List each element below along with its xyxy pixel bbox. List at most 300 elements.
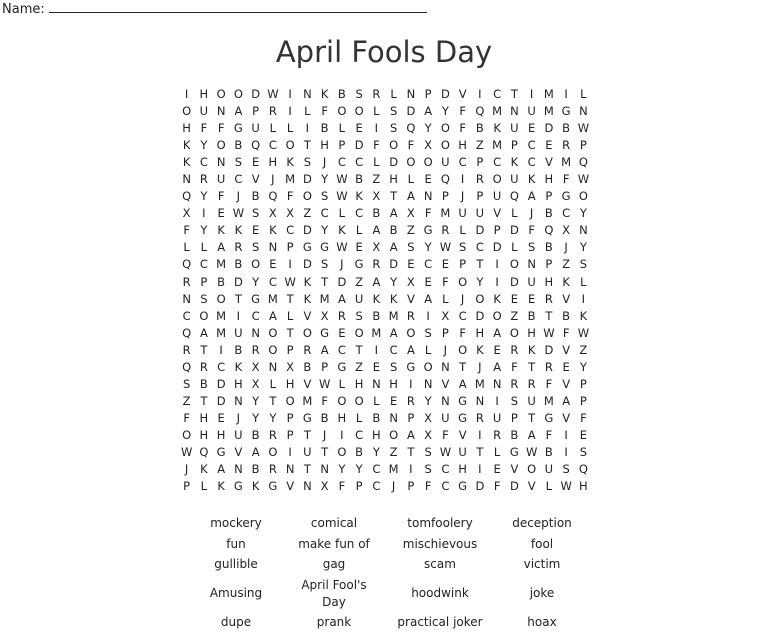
- grid-letter[interactable]: G: [561, 104, 571, 119]
- grid-letter[interactable]: O: [406, 325, 416, 340]
- grid-letter[interactable]: N: [389, 410, 398, 425]
- grid-letter[interactable]: K: [338, 223, 346, 238]
- grid-letter[interactable]: R: [475, 172, 484, 187]
- grid-letter[interactable]: O: [251, 257, 261, 272]
- grid-letter[interactable]: L: [355, 410, 363, 425]
- grid-letter[interactable]: D: [475, 479, 485, 494]
- grid-letter[interactable]: I: [409, 462, 413, 477]
- grid-letter[interactable]: E: [407, 257, 415, 272]
- grid-letter[interactable]: O: [216, 291, 226, 306]
- grid-letter[interactable]: O: [233, 87, 243, 101]
- grid-letter[interactable]: U: [475, 206, 485, 221]
- grid-letter[interactable]: O: [389, 427, 399, 442]
- grid-letter[interactable]: O: [302, 325, 312, 340]
- grid-letter[interactable]: F: [183, 223, 190, 238]
- grid-letter[interactable]: B: [372, 308, 381, 323]
- grid-letter[interactable]: E: [441, 257, 450, 272]
- grid-letter[interactable]: N: [372, 376, 381, 391]
- grid-letter[interactable]: Y: [579, 359, 587, 374]
- grid-letter[interactable]: H: [199, 410, 209, 425]
- grid-letter[interactable]: A: [372, 223, 381, 238]
- grid-letter[interactable]: H: [389, 172, 398, 187]
- grid-letter[interactable]: X: [251, 376, 260, 391]
- grid-letter[interactable]: H: [458, 138, 467, 153]
- grid-letter[interactable]: Y: [390, 274, 398, 289]
- grid-letter[interactable]: F: [459, 121, 466, 136]
- grid-letter[interactable]: K: [527, 342, 536, 357]
- grid-letter[interactable]: J: [236, 189, 241, 204]
- grid-letter[interactable]: O: [389, 138, 399, 153]
- grid-letter[interactable]: U: [441, 410, 450, 425]
- grid-letter[interactable]: E: [251, 223, 260, 238]
- grid-letter[interactable]: L: [269, 121, 277, 136]
- grid-letter[interactable]: I: [288, 444, 292, 459]
- grid-letter[interactable]: G: [458, 410, 468, 425]
- grid-letter[interactable]: A: [406, 342, 415, 357]
- grid-letter[interactable]: G: [320, 240, 330, 255]
- grid-letter[interactable]: A: [458, 376, 467, 391]
- grid-letter[interactable]: U: [458, 444, 467, 459]
- grid-letter[interactable]: C: [234, 172, 243, 187]
- grid-letter[interactable]: J: [236, 410, 241, 425]
- grid-letter[interactable]: L: [286, 121, 294, 136]
- grid-letter[interactable]: S: [251, 240, 260, 255]
- grid-letter[interactable]: K: [493, 121, 501, 136]
- grid-letter[interactable]: O: [458, 274, 468, 289]
- grid-letter[interactable]: N: [182, 172, 191, 187]
- grid-letter[interactable]: I: [564, 87, 568, 101]
- grid-letter[interactable]: Q: [182, 359, 192, 374]
- grid-letter[interactable]: R: [268, 427, 277, 442]
- grid-letter[interactable]: H: [199, 427, 209, 442]
- grid-letter[interactable]: G: [251, 291, 261, 306]
- grid-letter[interactable]: T: [407, 444, 415, 459]
- grid-letter[interactable]: F: [217, 189, 225, 204]
- grid-letter[interactable]: X: [286, 206, 295, 221]
- grid-letter[interactable]: P: [286, 410, 294, 425]
- grid-letter[interactable]: L: [545, 479, 553, 494]
- grid-letter[interactable]: D: [389, 257, 399, 272]
- grid-letter[interactable]: P: [183, 479, 191, 494]
- grid-letter[interactable]: S: [355, 87, 363, 101]
- grid-letter[interactable]: Z: [475, 138, 484, 153]
- grid-letter[interactable]: V: [303, 308, 312, 323]
- grid-letter[interactable]: Y: [424, 240, 432, 255]
- grid-letter[interactable]: I: [581, 291, 586, 306]
- grid-letter[interactable]: I: [374, 342, 379, 357]
- grid-letter[interactable]: A: [217, 462, 226, 477]
- grid-letter[interactable]: L: [390, 87, 397, 101]
- grid-letter[interactable]: G: [302, 410, 312, 425]
- grid-letter[interactable]: Y: [252, 393, 260, 408]
- grid-letter[interactable]: L: [338, 121, 346, 136]
- grid-letter[interactable]: R: [475, 410, 484, 425]
- grid-letter[interactable]: I: [495, 393, 499, 408]
- grid-letter[interactable]: Q: [182, 325, 192, 340]
- grid-letter[interactable]: K: [217, 223, 225, 238]
- grid-letter[interactable]: V: [406, 291, 415, 306]
- grid-letter[interactable]: E: [269, 257, 277, 272]
- grid-letter[interactable]: V: [562, 291, 571, 306]
- grid-letter[interactable]: N: [527, 257, 536, 272]
- grid-letter[interactable]: K: [200, 462, 208, 477]
- grid-letter[interactable]: Q: [578, 462, 588, 477]
- grid-letter[interactable]: F: [407, 138, 415, 153]
- grid-letter[interactable]: V: [493, 206, 502, 221]
- grid-letter[interactable]: Y: [200, 223, 208, 238]
- grid-letter[interactable]: A: [527, 189, 536, 204]
- grid-letter[interactable]: Z: [510, 308, 519, 323]
- grid-letter[interactable]: O: [406, 155, 416, 170]
- grid-letter[interactable]: X: [268, 206, 277, 221]
- grid-letter[interactable]: O: [216, 87, 226, 101]
- grid-letter[interactable]: W: [543, 325, 555, 340]
- grid-letter[interactable]: J: [184, 462, 189, 477]
- grid-letter[interactable]: U: [354, 291, 364, 306]
- grid-letter[interactable]: T: [286, 325, 294, 340]
- grid-letter[interactable]: I: [184, 87, 189, 101]
- grid-letter[interactable]: L: [200, 479, 208, 494]
- grid-letter[interactable]: P: [338, 138, 346, 153]
- grid-letter[interactable]: A: [389, 325, 398, 340]
- grid-letter[interactable]: F: [442, 427, 449, 442]
- grid-letter[interactable]: Q: [406, 121, 416, 136]
- grid-letter[interactable]: W: [267, 87, 279, 101]
- grid-letter[interactable]: C: [337, 155, 346, 170]
- grid-letter[interactable]: N: [234, 462, 243, 477]
- grid-letter[interactable]: A: [406, 427, 415, 442]
- grid-letter[interactable]: V: [562, 376, 571, 391]
- grid-letter[interactable]: N: [579, 104, 588, 119]
- grid-letter[interactable]: V: [234, 444, 243, 459]
- grid-letter[interactable]: L: [373, 155, 380, 170]
- grid-letter[interactable]: F: [217, 121, 225, 136]
- grid-letter[interactable]: F: [321, 104, 328, 119]
- grid-letter[interactable]: L: [304, 104, 311, 119]
- grid-letter[interactable]: E: [545, 138, 553, 153]
- grid-letter[interactable]: E: [355, 240, 363, 255]
- grid-letter[interactable]: V: [510, 462, 519, 477]
- grid-letter[interactable]: I: [460, 172, 465, 187]
- grid-letter[interactable]: B: [251, 189, 260, 204]
- grid-letter[interactable]: I: [202, 206, 206, 221]
- grid-letter[interactable]: R: [268, 104, 277, 119]
- grid-letter[interactable]: A: [268, 308, 277, 323]
- grid-letter[interactable]: T: [321, 274, 329, 289]
- grid-letter[interactable]: M: [474, 376, 485, 391]
- grid-letter[interactable]: T: [355, 342, 363, 357]
- grid-letter[interactable]: S: [424, 462, 432, 477]
- grid-letter[interactable]: F: [321, 393, 328, 408]
- grid-letter[interactable]: C: [355, 206, 364, 221]
- grid-letter[interactable]: M: [561, 155, 572, 170]
- grid-letter[interactable]: B: [320, 121, 329, 136]
- grid-letter[interactable]: Y: [252, 410, 260, 425]
- grid-letter[interactable]: B: [527, 308, 536, 323]
- grid-letter[interactable]: C: [199, 155, 208, 170]
- grid-letter[interactable]: Y: [424, 121, 432, 136]
- grid-letter[interactable]: D: [389, 155, 399, 170]
- grid-letter[interactable]: N: [441, 359, 450, 374]
- grid-letter[interactable]: P: [200, 274, 208, 289]
- grid-letter[interactable]: N: [475, 393, 485, 408]
- grid-letter[interactable]: R: [441, 223, 450, 238]
- grid-letter[interactable]: T: [476, 257, 484, 272]
- grid-letter[interactable]: A: [493, 325, 502, 340]
- grid-letter[interactable]: R: [182, 274, 191, 289]
- grid-letter[interactable]: D: [544, 121, 554, 136]
- grid-letter[interactable]: X: [562, 223, 571, 238]
- grid-letter[interactable]: N: [234, 393, 243, 408]
- grid-letter[interactable]: E: [527, 121, 536, 136]
- grid-letter[interactable]: G: [423, 223, 433, 238]
- grid-letter[interactable]: C: [441, 479, 450, 494]
- grid-letter[interactable]: R: [337, 308, 346, 323]
- grid-letter[interactable]: L: [286, 308, 294, 323]
- grid-letter[interactable]: G: [337, 359, 347, 374]
- grid-letter[interactable]: A: [217, 240, 226, 255]
- grid-letter[interactable]: K: [579, 308, 588, 323]
- grid-letter[interactable]: M: [285, 172, 296, 187]
- grid-letter[interactable]: F: [493, 479, 501, 494]
- grid-letter[interactable]: B: [337, 87, 346, 101]
- grid-letter[interactable]: T: [303, 462, 311, 477]
- grid-letter[interactable]: B: [320, 410, 329, 425]
- grid-letter[interactable]: V: [562, 342, 571, 357]
- grid-letter[interactable]: M: [388, 308, 399, 323]
- grid-letter[interactable]: I: [478, 427, 482, 442]
- grid-letter[interactable]: O: [458, 342, 468, 357]
- grid-letter[interactable]: E: [493, 342, 501, 357]
- grid-letter[interactable]: A: [389, 206, 398, 221]
- grid-letter[interactable]: A: [199, 325, 208, 340]
- grid-letter[interactable]: B: [355, 444, 364, 459]
- grid-letter[interactable]: C: [217, 359, 226, 374]
- grid-letter[interactable]: P: [441, 189, 449, 204]
- grid-letter[interactable]: R: [527, 376, 536, 391]
- grid-letter[interactable]: I: [288, 104, 292, 119]
- grid-letter[interactable]: O: [268, 342, 278, 357]
- grid-letter[interactable]: C: [458, 155, 467, 170]
- grid-letter[interactable]: Q: [182, 257, 192, 272]
- grid-letter[interactable]: S: [458, 240, 467, 255]
- grid-letter[interactable]: N: [285, 462, 295, 477]
- grid-letter[interactable]: Z: [355, 359, 364, 374]
- grid-letter[interactable]: A: [337, 291, 346, 306]
- grid-letter[interactable]: M: [319, 291, 330, 306]
- grid-letter[interactable]: K: [182, 155, 191, 170]
- grid-letter[interactable]: B: [544, 240, 553, 255]
- grid-letter[interactable]: O: [182, 104, 192, 119]
- grid-letter[interactable]: U: [251, 121, 260, 136]
- grid-letter[interactable]: U: [303, 444, 312, 459]
- grid-letter[interactable]: S: [182, 376, 191, 391]
- grid-letter[interactable]: Z: [562, 257, 571, 272]
- grid-letter[interactable]: J: [478, 359, 482, 374]
- grid-letter[interactable]: I: [529, 87, 534, 101]
- grid-letter[interactable]: P: [459, 257, 467, 272]
- grid-letter[interactable]: X: [372, 240, 381, 255]
- grid-letter[interactable]: R: [199, 359, 208, 374]
- grid-letter[interactable]: K: [234, 223, 243, 238]
- grid-letter[interactable]: M: [492, 138, 503, 153]
- grid-letter[interactable]: E: [424, 172, 432, 187]
- grid-letter[interactable]: E: [579, 427, 588, 442]
- grid-letter[interactable]: H: [182, 121, 191, 136]
- grid-letter[interactable]: N: [423, 376, 433, 391]
- grid-letter[interactable]: F: [459, 325, 466, 340]
- grid-letter[interactable]: W: [180, 444, 193, 459]
- grid-letter[interactable]: T: [528, 410, 536, 425]
- grid-letter[interactable]: L: [580, 274, 587, 289]
- grid-letter[interactable]: S: [355, 308, 363, 323]
- grid-letter[interactable]: C: [458, 308, 467, 323]
- grid-letter[interactable]: U: [458, 206, 467, 221]
- grid-letter[interactable]: A: [562, 393, 571, 408]
- grid-letter[interactable]: Z: [182, 393, 191, 408]
- grid-letter[interactable]: H: [579, 479, 588, 494]
- grid-letter[interactable]: P: [355, 479, 363, 494]
- grid-letter[interactable]: Y: [579, 206, 587, 221]
- grid-letter[interactable]: J: [271, 172, 275, 187]
- grid-letter[interactable]: L: [424, 342, 432, 357]
- grid-letter[interactable]: H: [544, 172, 554, 187]
- grid-letter[interactable]: O: [302, 189, 312, 204]
- grid-letter[interactable]: H: [320, 138, 329, 153]
- grid-letter[interactable]: S: [320, 189, 329, 204]
- grid-letter[interactable]: R: [544, 291, 553, 306]
- grid-letter[interactable]: S: [527, 240, 536, 255]
- grid-letter[interactable]: U: [510, 172, 519, 187]
- grid-letter[interactable]: W: [336, 240, 348, 255]
- grid-letter[interactable]: B: [251, 427, 260, 442]
- grid-letter[interactable]: D: [475, 308, 485, 323]
- grid-letter[interactable]: D: [302, 257, 312, 272]
- grid-letter[interactable]: B: [217, 274, 226, 289]
- grid-letter[interactable]: I: [236, 308, 241, 323]
- grid-letter[interactable]: Z: [406, 223, 415, 238]
- grid-letter[interactable]: B: [562, 121, 571, 136]
- grid-letter[interactable]: P: [579, 376, 587, 391]
- grid-letter[interactable]: U: [544, 462, 554, 477]
- grid-letter[interactable]: S: [251, 206, 260, 221]
- grid-letter[interactable]: K: [372, 291, 381, 306]
- grid-letter[interactable]: Z: [579, 342, 588, 357]
- grid-letter[interactable]: O: [268, 325, 278, 340]
- grid-letter[interactable]: D: [251, 87, 261, 101]
- grid-letter[interactable]: F: [511, 359, 518, 374]
- grid-letter[interactable]: C: [527, 138, 536, 153]
- grid-letter[interactable]: N: [320, 462, 329, 477]
- grid-letter[interactable]: D: [509, 479, 519, 494]
- grid-letter[interactable]: B: [475, 121, 484, 136]
- grid-letter[interactable]: L: [269, 376, 277, 391]
- grid-letter[interactable]: L: [580, 87, 587, 101]
- grid-letter[interactable]: R: [199, 172, 208, 187]
- grid-letter[interactable]: O: [354, 104, 364, 119]
- grid-letter[interactable]: U: [216, 172, 226, 187]
- grid-letter[interactable]: G: [233, 479, 243, 494]
- grid-letter[interactable]: K: [269, 223, 277, 238]
- grid-letter[interactable]: O: [354, 325, 364, 340]
- grid-letter[interactable]: L: [200, 240, 208, 255]
- grid-letter[interactable]: X: [424, 410, 433, 425]
- grid-letter[interactable]: G: [561, 189, 571, 204]
- grid-letter[interactable]: I: [564, 444, 568, 459]
- grid-letter[interactable]: Y: [252, 274, 260, 289]
- grid-letter[interactable]: B: [234, 138, 243, 153]
- grid-letter[interactable]: S: [562, 462, 570, 477]
- grid-letter[interactable]: A: [424, 291, 433, 306]
- grid-letter[interactable]: I: [288, 257, 292, 272]
- grid-letter[interactable]: J: [340, 257, 344, 272]
- grid-letter[interactable]: E: [217, 410, 225, 425]
- grid-letter[interactable]: E: [217, 206, 225, 221]
- grid-letter[interactable]: A: [389, 240, 398, 255]
- grid-letter[interactable]: T: [528, 359, 536, 374]
- grid-letter[interactable]: T: [303, 427, 311, 442]
- grid-letter[interactable]: I: [374, 121, 379, 136]
- grid-letter[interactable]: M: [543, 87, 554, 101]
- grid-letter[interactable]: Q: [578, 155, 588, 170]
- grid-letter[interactable]: T: [476, 444, 484, 459]
- grid-letter[interactable]: U: [492, 410, 502, 425]
- grid-letter[interactable]: B: [389, 223, 398, 238]
- grid-letter[interactable]: C: [268, 138, 277, 153]
- grid-letter[interactable]: O: [475, 291, 485, 306]
- grid-letter[interactable]: P: [321, 359, 329, 374]
- grid-letter[interactable]: A: [424, 104, 433, 119]
- grid-letter[interactable]: T: [200, 393, 208, 408]
- grid-letter[interactable]: P: [424, 87, 432, 101]
- grid-letter[interactable]: Y: [321, 172, 329, 187]
- grid-letter[interactable]: J: [322, 155, 327, 170]
- grid-letter[interactable]: N: [251, 325, 260, 340]
- grid-letter[interactable]: V: [303, 376, 312, 391]
- grid-letter[interactable]: O: [423, 359, 433, 374]
- grid-letter[interactable]: B: [303, 359, 312, 374]
- grid-letter[interactable]: P: [579, 393, 587, 408]
- grid-letter[interactable]: J: [443, 342, 448, 357]
- grid-letter[interactable]: I: [564, 427, 568, 442]
- grid-letter[interactable]: F: [373, 138, 380, 153]
- grid-letter[interactable]: J: [391, 479, 396, 494]
- grid-letter[interactable]: V: [286, 479, 295, 494]
- grid-letter[interactable]: D: [440, 87, 450, 101]
- grid-letter[interactable]: F: [528, 223, 535, 238]
- grid-letter[interactable]: D: [354, 138, 364, 153]
- grid-letter[interactable]: W: [336, 172, 348, 187]
- grid-letter[interactable]: C: [286, 223, 295, 238]
- grid-letter[interactable]: E: [510, 291, 519, 306]
- grid-letter[interactable]: C: [355, 427, 364, 442]
- grid-letter[interactable]: H: [458, 462, 467, 477]
- grid-letter[interactable]: M: [440, 206, 451, 221]
- grid-letter[interactable]: T: [286, 291, 294, 306]
- grid-letter[interactable]: C: [527, 155, 536, 170]
- grid-letter[interactable]: O: [337, 444, 347, 459]
- grid-letter[interactable]: F: [545, 427, 553, 442]
- grid-letter[interactable]: F: [338, 479, 346, 494]
- grid-letter[interactable]: N: [303, 87, 312, 101]
- grid-letter[interactable]: H: [268, 155, 278, 170]
- grid-letter[interactable]: M: [216, 325, 227, 340]
- grid-letter[interactable]: K: [355, 189, 363, 204]
- grid-letter[interactable]: I: [288, 87, 292, 101]
- grid-letter[interactable]: R: [406, 308, 415, 323]
- grid-letter[interactable]: N: [492, 376, 502, 391]
- grid-letter[interactable]: I: [495, 274, 499, 289]
